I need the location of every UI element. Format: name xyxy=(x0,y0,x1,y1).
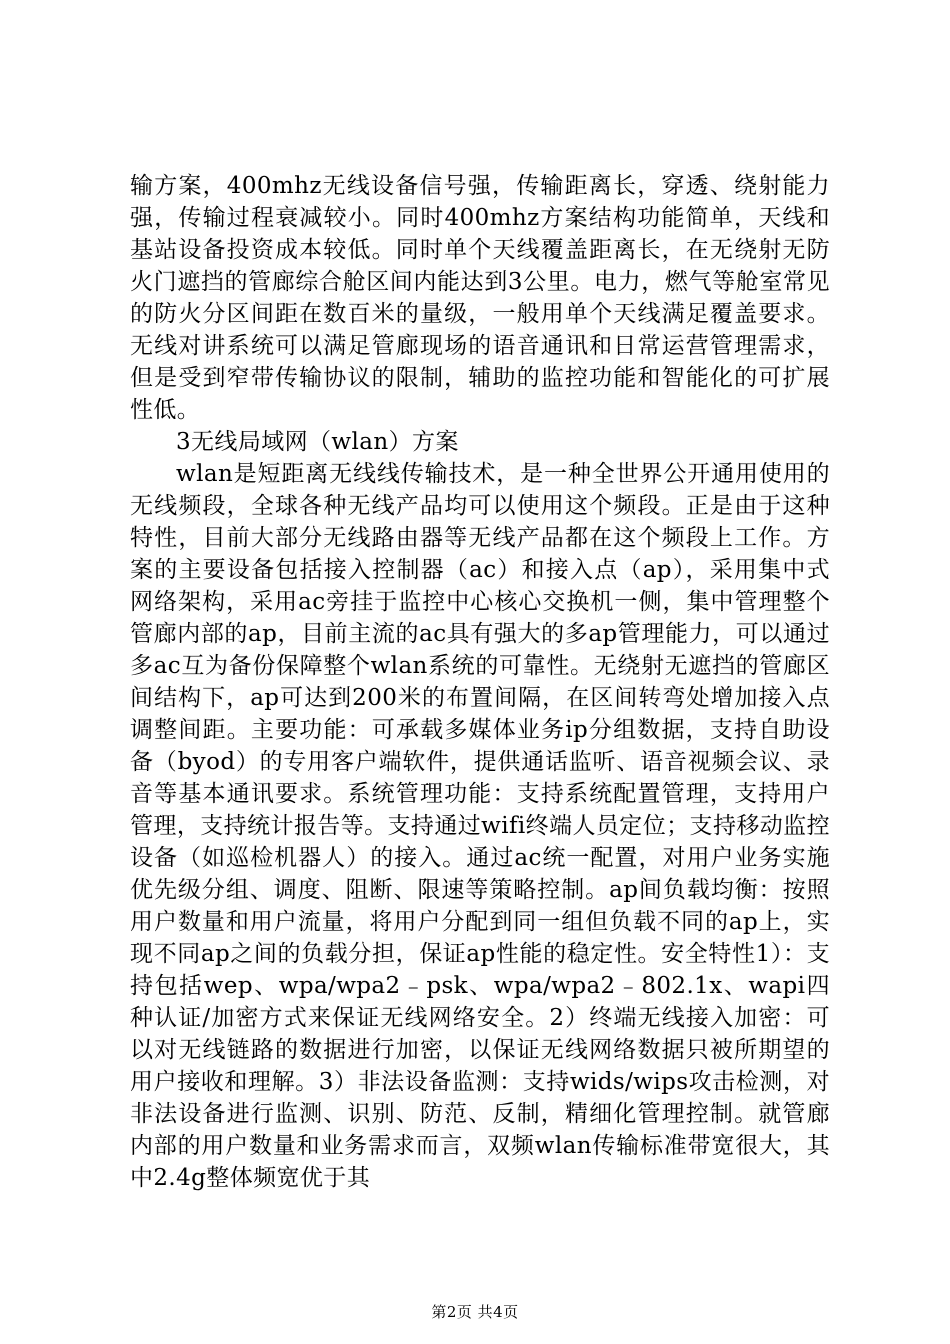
paragraph-400mhz-scheme: 输方案，400mhz无线设备信号强，传输距离长，穿透、绕射能力强，传输过程衰减较小。同时400mhz方案结构功能简单，天线和基站设备投资成本较低。同时单个天线覆盖距离长，在无绕射无防火门遮挡的管廊综合舱区间内能达到3公里。电力，燃气等舱室常见的防火分区间距在数百米的量级，一般用单个天线满足覆盖要求。无线对讲系统可以满足管廊现场的语音通讯和日常运营管理需求，但是受到窄带传输协议的限制，辅助的监控功能和智能化的可扩展性低。 xyxy=(130,173,830,423)
document-body xyxy=(130,170,830,1194)
page-footer: 第2页 共4页 xyxy=(431,1303,519,1321)
paragraph-wlan-scheme: wlan是短距离无线线传输技术，是一种全世界公开通用使用的无线频段，全球各种无线产品均可以使用这个频段。正是由于这种特性，目前大部分无线路由器等无线产品都在这个频段上工作。方案的主要设备包括接入控制器（ac）和接入点（ap），采用集中式网络架构，采用ac旁挂于监控中心核心交换机一侧，集中管理整个管廊内部的ap，目前主流的ac具有强大的多ap管理能力，可以通过多ac互为备份保障整个wlan系统的可靠性。无绕射无遮挡的管廊区间结构下，ap可达到200米的布置间隔，在区间转弯处增加接入点调整间距。主要功能：可承载多媒体业务ip分组数据，支持自助设备（byod）的专用客户端软件，提供通话监听、语音视频会议、录音等基本通讯要求。系统管理功能：支持系统配置管理，支持用户管理，支持统计报告等。支持通过wifi终端人员定位；支持移动监控设备（如巡检机器人）的接入。通过ac统一配置，对用户业务实施优先级分组、调度、阻断、限速等策略控制。ap间负载均衡：按照用户数量和用户流量，将用户分配到同一组但负载不同的ap上，实现不同ap之间的负载分担，保证ap性能的稳定性。安全特性1）：支持包括wep、wpa/wpa2﹣psk、wpa/wpa2﹣802.1x、wapi四种认证/加密方式来保证无线网络安全。2）终端无线接入加密：可以对无线链路的数据进行加密，以保证无线网络数据只被所期望的用户接收和理解。3）非法设备监测：支持wids/wips攻击检测，对非法设备进行监测、识别、防范、反制，精细化管理控制。就管廊内部的用户数量和业务需求而言，双频wlan传输标准带宽很大，其中2.4g整体频宽优于其 xyxy=(130,461,830,1191)
section-heading-wlan: 3无线局域网（wlan）方案 xyxy=(176,429,459,455)
